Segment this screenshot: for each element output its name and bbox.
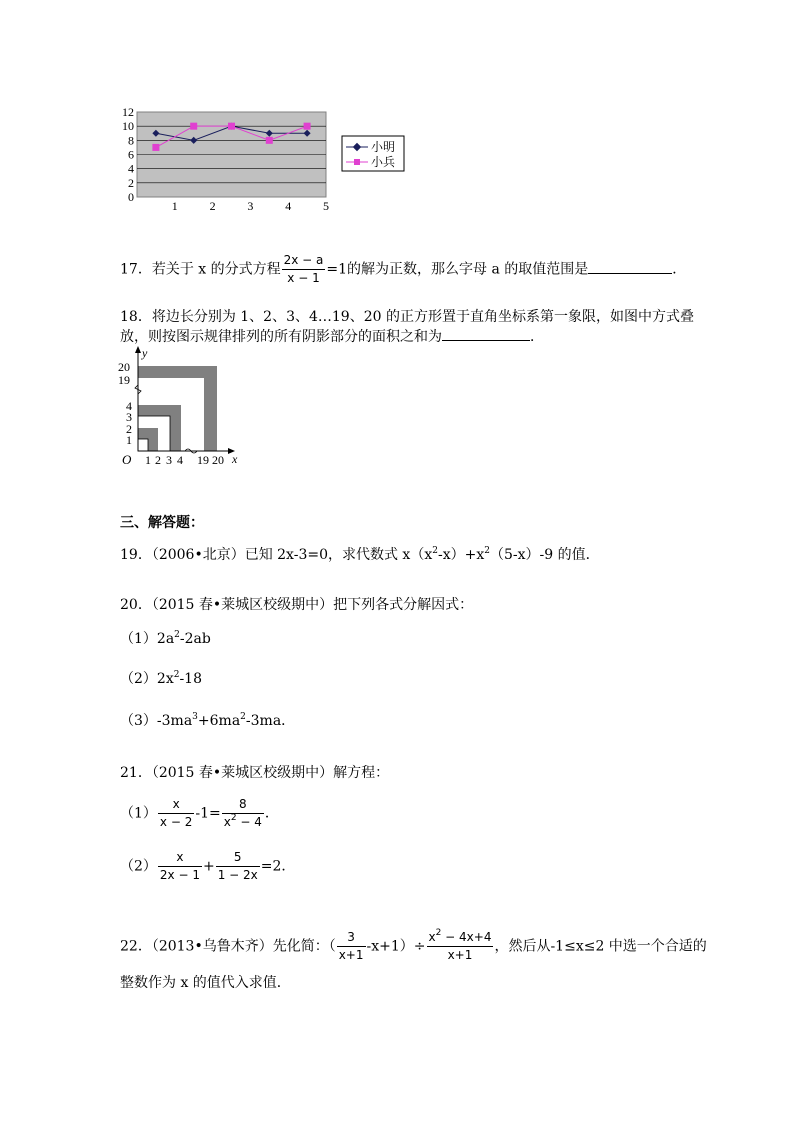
y-axis-label: y <box>142 346 148 360</box>
section-3-heading: 三、解答题： <box>120 515 204 531</box>
x-axis-label: x <box>232 452 238 466</box>
q20-p3sup2: 2 <box>240 712 246 722</box>
y-tick-label: 0 <box>128 190 134 204</box>
series-point-square <box>152 144 159 151</box>
y-tick-label: 4 <box>128 161 134 176</box>
q22-f2-num-a: x <box>428 930 436 944</box>
q19-c: （5-x）-9 的值． <box>489 547 600 563</box>
question-18-line1: 18．将边长分别为 1、2、3、4…19、20 的正方形置于直角坐标系第一象限，如图中方式叠 <box>120 309 694 325</box>
squares-figure <box>115 345 255 470</box>
q20-p1sup: 2 <box>174 630 180 640</box>
question-22-line1 <box>120 930 707 963</box>
q22-f1-num: 3 <box>337 930 366 947</box>
question-20-part3 <box>120 712 295 730</box>
series-point-square <box>304 123 311 130</box>
q20-p3c: -3ma． <box>245 713 296 729</box>
series-point-square <box>228 123 235 130</box>
q20-p2b: -18 <box>179 671 202 687</box>
q21-p1-f2-den-sup: 2 <box>230 813 237 823</box>
origin-label: O <box>122 452 132 467</box>
question-22-line2: 整数作为 x 的值代入求值． <box>120 975 291 991</box>
q21-p1-f2-den-wrap <box>222 814 264 830</box>
q17-answer-blank[interactable] <box>588 261 672 274</box>
q22-f2-den: x+1 <box>447 948 473 962</box>
y-tick-label: 10 <box>122 119 134 134</box>
q20-p3sup1: 3 <box>192 712 198 722</box>
q21-p1-f2-num: 8 <box>222 797 264 814</box>
q19-sup1: 2 <box>432 546 438 556</box>
q18-end: ． <box>530 329 544 345</box>
q21-p1-f2-den-tail: − 4 <box>236 815 262 829</box>
x-label-2: 2 <box>155 453 161 467</box>
q20-p3a: （3）-3ma <box>120 713 193 729</box>
q21-p2-label: （2） <box>120 858 157 875</box>
y-tick-label: 8 <box>128 133 134 148</box>
y-tick-label: 12 <box>122 105 134 119</box>
x-label-3: 3 <box>166 453 172 467</box>
q21-p2-fraction2 <box>216 850 260 883</box>
y-label-19: 19 <box>118 373 130 387</box>
y-label-1: 1 <box>126 433 132 447</box>
q21-p2-f2-den: 1 − 2x <box>217 868 258 882</box>
q21-p1-f1-num: x <box>158 797 194 814</box>
q20-p1b: -2ab <box>179 631 211 647</box>
q19-sup2: 2 <box>484 546 490 556</box>
square-1 <box>138 439 148 451</box>
y-label-20: 20 <box>118 360 130 374</box>
q21-p1-f1-den: x − 2 <box>159 815 193 829</box>
q17-fraction <box>282 253 326 286</box>
q22-f2-num-sup: 2 <box>435 928 442 938</box>
q20-p2sup: 2 <box>173 670 180 680</box>
q22-suffix: ，然后从-1≤x≤2 中选一个合适的 <box>494 938 707 955</box>
q20-p2a: （2）2x <box>120 671 174 687</box>
q22-f2-num-b: − 4x+4 <box>441 930 492 944</box>
q17-prefix: 17．若关于 x 的分式方程 <box>120 261 281 278</box>
q21-p2-f1-num: x <box>158 850 202 867</box>
q21-p1-fraction2 <box>222 797 264 830</box>
q22-prefix: 22．（2013•乌鲁木齐）先化简：（ <box>120 938 336 955</box>
q21-p1-mid: -1= <box>195 805 221 822</box>
q19-a: 19．（2006•北京）已知 2x-3=0，求代数式 x（x <box>120 547 433 563</box>
q21-p2-mid: + <box>202 858 215 875</box>
question-19 <box>120 546 600 564</box>
x-tick-label: 4 <box>285 199 292 213</box>
q17-suffix: =1的解为正数，那么字母 a 的取值范围是 <box>326 261 589 278</box>
q17-denominator: x − 1 <box>287 271 320 285</box>
legend-label-xiaobing: 小兵 <box>371 155 396 169</box>
q22-fraction2 <box>427 930 494 963</box>
series-point-square <box>266 137 273 144</box>
q22-mid: -x+1）÷ <box>366 938 426 955</box>
line-chart <box>110 105 420 215</box>
question-21-title: 21．（2015 春•莱城区校级期中）解方程： <box>120 765 390 781</box>
y-label-4: 4 <box>126 399 132 413</box>
q21-p2-end: =2． <box>260 858 296 875</box>
x-tick-label: 5 <box>323 199 329 213</box>
y-label-3: 3 <box>126 410 132 424</box>
question-21-part2 <box>120 850 295 883</box>
q18-text: 放，则按图示规律排列的所有阴影部分的面积之和为 <box>120 329 442 345</box>
q21-p1-f2-den: x <box>223 815 231 829</box>
x-label-19: 19 <box>197 453 209 467</box>
q21-p1-fraction1 <box>158 797 194 830</box>
chart-legend <box>342 136 404 171</box>
x-label-4: 4 <box>177 453 183 467</box>
x-label-20: 20 <box>212 453 224 467</box>
q21-p2-f2-num: 5 <box>216 850 260 867</box>
y-label-2: 2 <box>126 422 132 436</box>
q17-end: ． <box>672 261 687 278</box>
q20-p3b: +6ma <box>197 713 241 729</box>
y-tick-label: 6 <box>128 147 134 162</box>
question-21-part1 <box>120 797 279 830</box>
y-axis-arrow-icon <box>135 346 141 353</box>
x-label-1: 1 <box>145 453 151 467</box>
q22-fraction1 <box>337 930 366 963</box>
question-20-part2 <box>120 670 202 688</box>
q17-numerator: 2x − a <box>282 253 326 270</box>
question-18-line2 <box>120 328 544 346</box>
q21-p1-label: （1） <box>120 805 157 822</box>
q18-answer-blank[interactable] <box>442 328 530 341</box>
legend-marker-xiaobing <box>354 159 360 165</box>
x-tick-label: 1 <box>171 199 178 213</box>
q22-f1-den: x+1 <box>338 948 364 962</box>
y-tick-label: 2 <box>128 175 134 190</box>
q19-b: -x）+x <box>437 547 485 563</box>
q21-p1-end: ． <box>264 805 279 822</box>
q21-p2-f1-den: 2x − 1 <box>159 868 200 882</box>
question-20-title: 20．（2015 春•莱城区校级期中）把下列各式分解因式： <box>120 597 474 613</box>
legend-label-xiaoming: 小明 <box>371 140 396 154</box>
q22-f2-num-wrap <box>427 930 494 947</box>
x-tick-label: 3 <box>247 199 254 213</box>
question-20-part1 <box>120 630 211 648</box>
series-point-square <box>190 123 197 130</box>
q21-p2-fraction1 <box>158 850 202 883</box>
x-tick-label: 2 <box>209 199 216 213</box>
question-17 <box>120 253 686 286</box>
q20-p1a: （1）2a <box>120 631 175 647</box>
